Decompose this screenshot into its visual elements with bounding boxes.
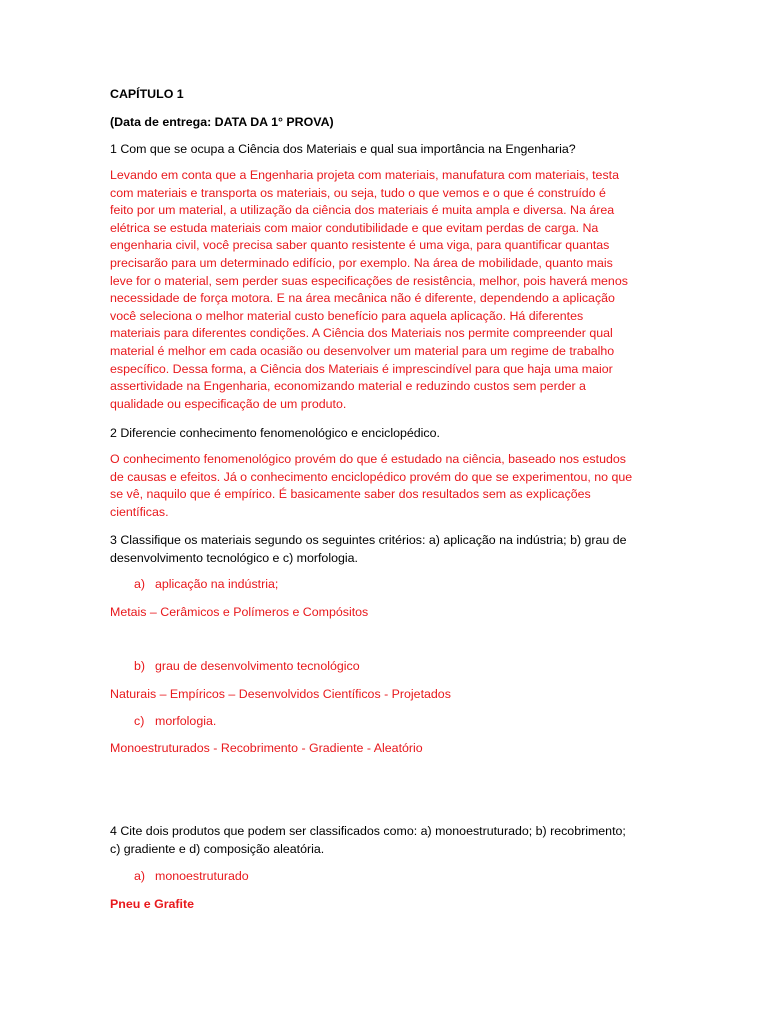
question-1: 1 Com que se ocupa a Ciência dos Materiais e qual sua importância na Engenharia? bbox=[110, 142, 576, 156]
q3-answer-c: Monoestruturados - Recobrimento - Gradiente - Aleatório bbox=[110, 741, 423, 755]
q4-item-a-label: monoestruturado bbox=[155, 869, 249, 883]
q3-answer-a: Metais – Cerâmicos e Polímeros e Compósitos bbox=[110, 605, 369, 619]
question-2: 2 Diferencie conhecimento fenomenológico e enciclopédico. bbox=[110, 426, 440, 440]
q3-item-a-marker: a) bbox=[134, 577, 146, 591]
chapter-title: CAPÍTULO 1 bbox=[110, 87, 184, 101]
question-3: 3 Classifique os materiais segundo os seguintes critérios: a) aplicação na indústria; b) grau de desenvolvimento tecnológico e c) morfologia. bbox=[110, 533, 627, 565]
question-4: 4 Cite dois produtos que podem ser classificados como: a) monoestruturado; b) recobrimento; c) gradiente e d) composição aleatória. bbox=[110, 824, 626, 856]
q3-item-a bbox=[110, 576, 278, 594]
q3-item-c-label: morfologia. bbox=[155, 714, 217, 728]
q3-item-c-marker: c) bbox=[134, 714, 145, 728]
answer-1: Levando em conta que a Engenharia projeta com materiais, manufatura com materiais, testa com materiais e transporta os materiais, ou seja, tudo o que vemos e o que é construído é feito por um material, a utilização da ciência dos materiais é muita ampla e diversa. Na área elétrica se estuda materiais com maior condutibilidade e que evitam perdas de carga. Na engenharia civil, você precisa saber quanto resistente é uma viga, para quantificar quantas precisarão para um determinado edifício, por exemplo. Na área de mobilidade, quanto mais leve for o material, sem perder suas especificações de resistência, melhor, pois haverá menos necessidade de força motora. E na área mecânica não é diferente, dependendo a aplicação você seleciona o melhor material custo benefício para aquela aplicação. Há diferentes materiais para diferentes condições. A Ciência dos Materiais nos permite compreender qual material é melhor em cada ocasião ou desenvolver um material para um regime de trabalho específico. Dessa forma, a Ciência dos Materiais é imprescindível para que haja uma maior assertividade na Engenharia, economizando material e reduzindo custos sem perder a qualidade ou especificação de um produto. bbox=[110, 168, 628, 411]
q4-answer-a: Pneu e Grafite bbox=[110, 897, 195, 911]
q4-item-a-marker: a) bbox=[134, 869, 146, 883]
q3-item-b-label: grau de desenvolvimento tecnológico bbox=[155, 659, 360, 673]
q3-item-c bbox=[110, 713, 216, 731]
q3-answer-b: Naturais – Empíricos – Desenvolvidos Científicos - Projetados bbox=[110, 687, 451, 701]
q3-item-b-marker: b) bbox=[134, 659, 146, 673]
answer-2: O conhecimento fenomenológico provém do que é estudado na ciência, baseado nos estudos de causas e efeitos. Já o conhecimento enciclopédico provém do que se experimentou, no que se vê, naquilo que é empírico. É basicamente saber dos resultados sem as explicações científicas. bbox=[110, 452, 633, 519]
q3-item-a-label: aplicação na indústria; bbox=[155, 577, 279, 591]
q4-item-a bbox=[110, 868, 249, 886]
delivery-note: (Data de entrega: DATA DA 1° PROVA) bbox=[110, 115, 334, 129]
q3-item-b bbox=[110, 658, 360, 676]
